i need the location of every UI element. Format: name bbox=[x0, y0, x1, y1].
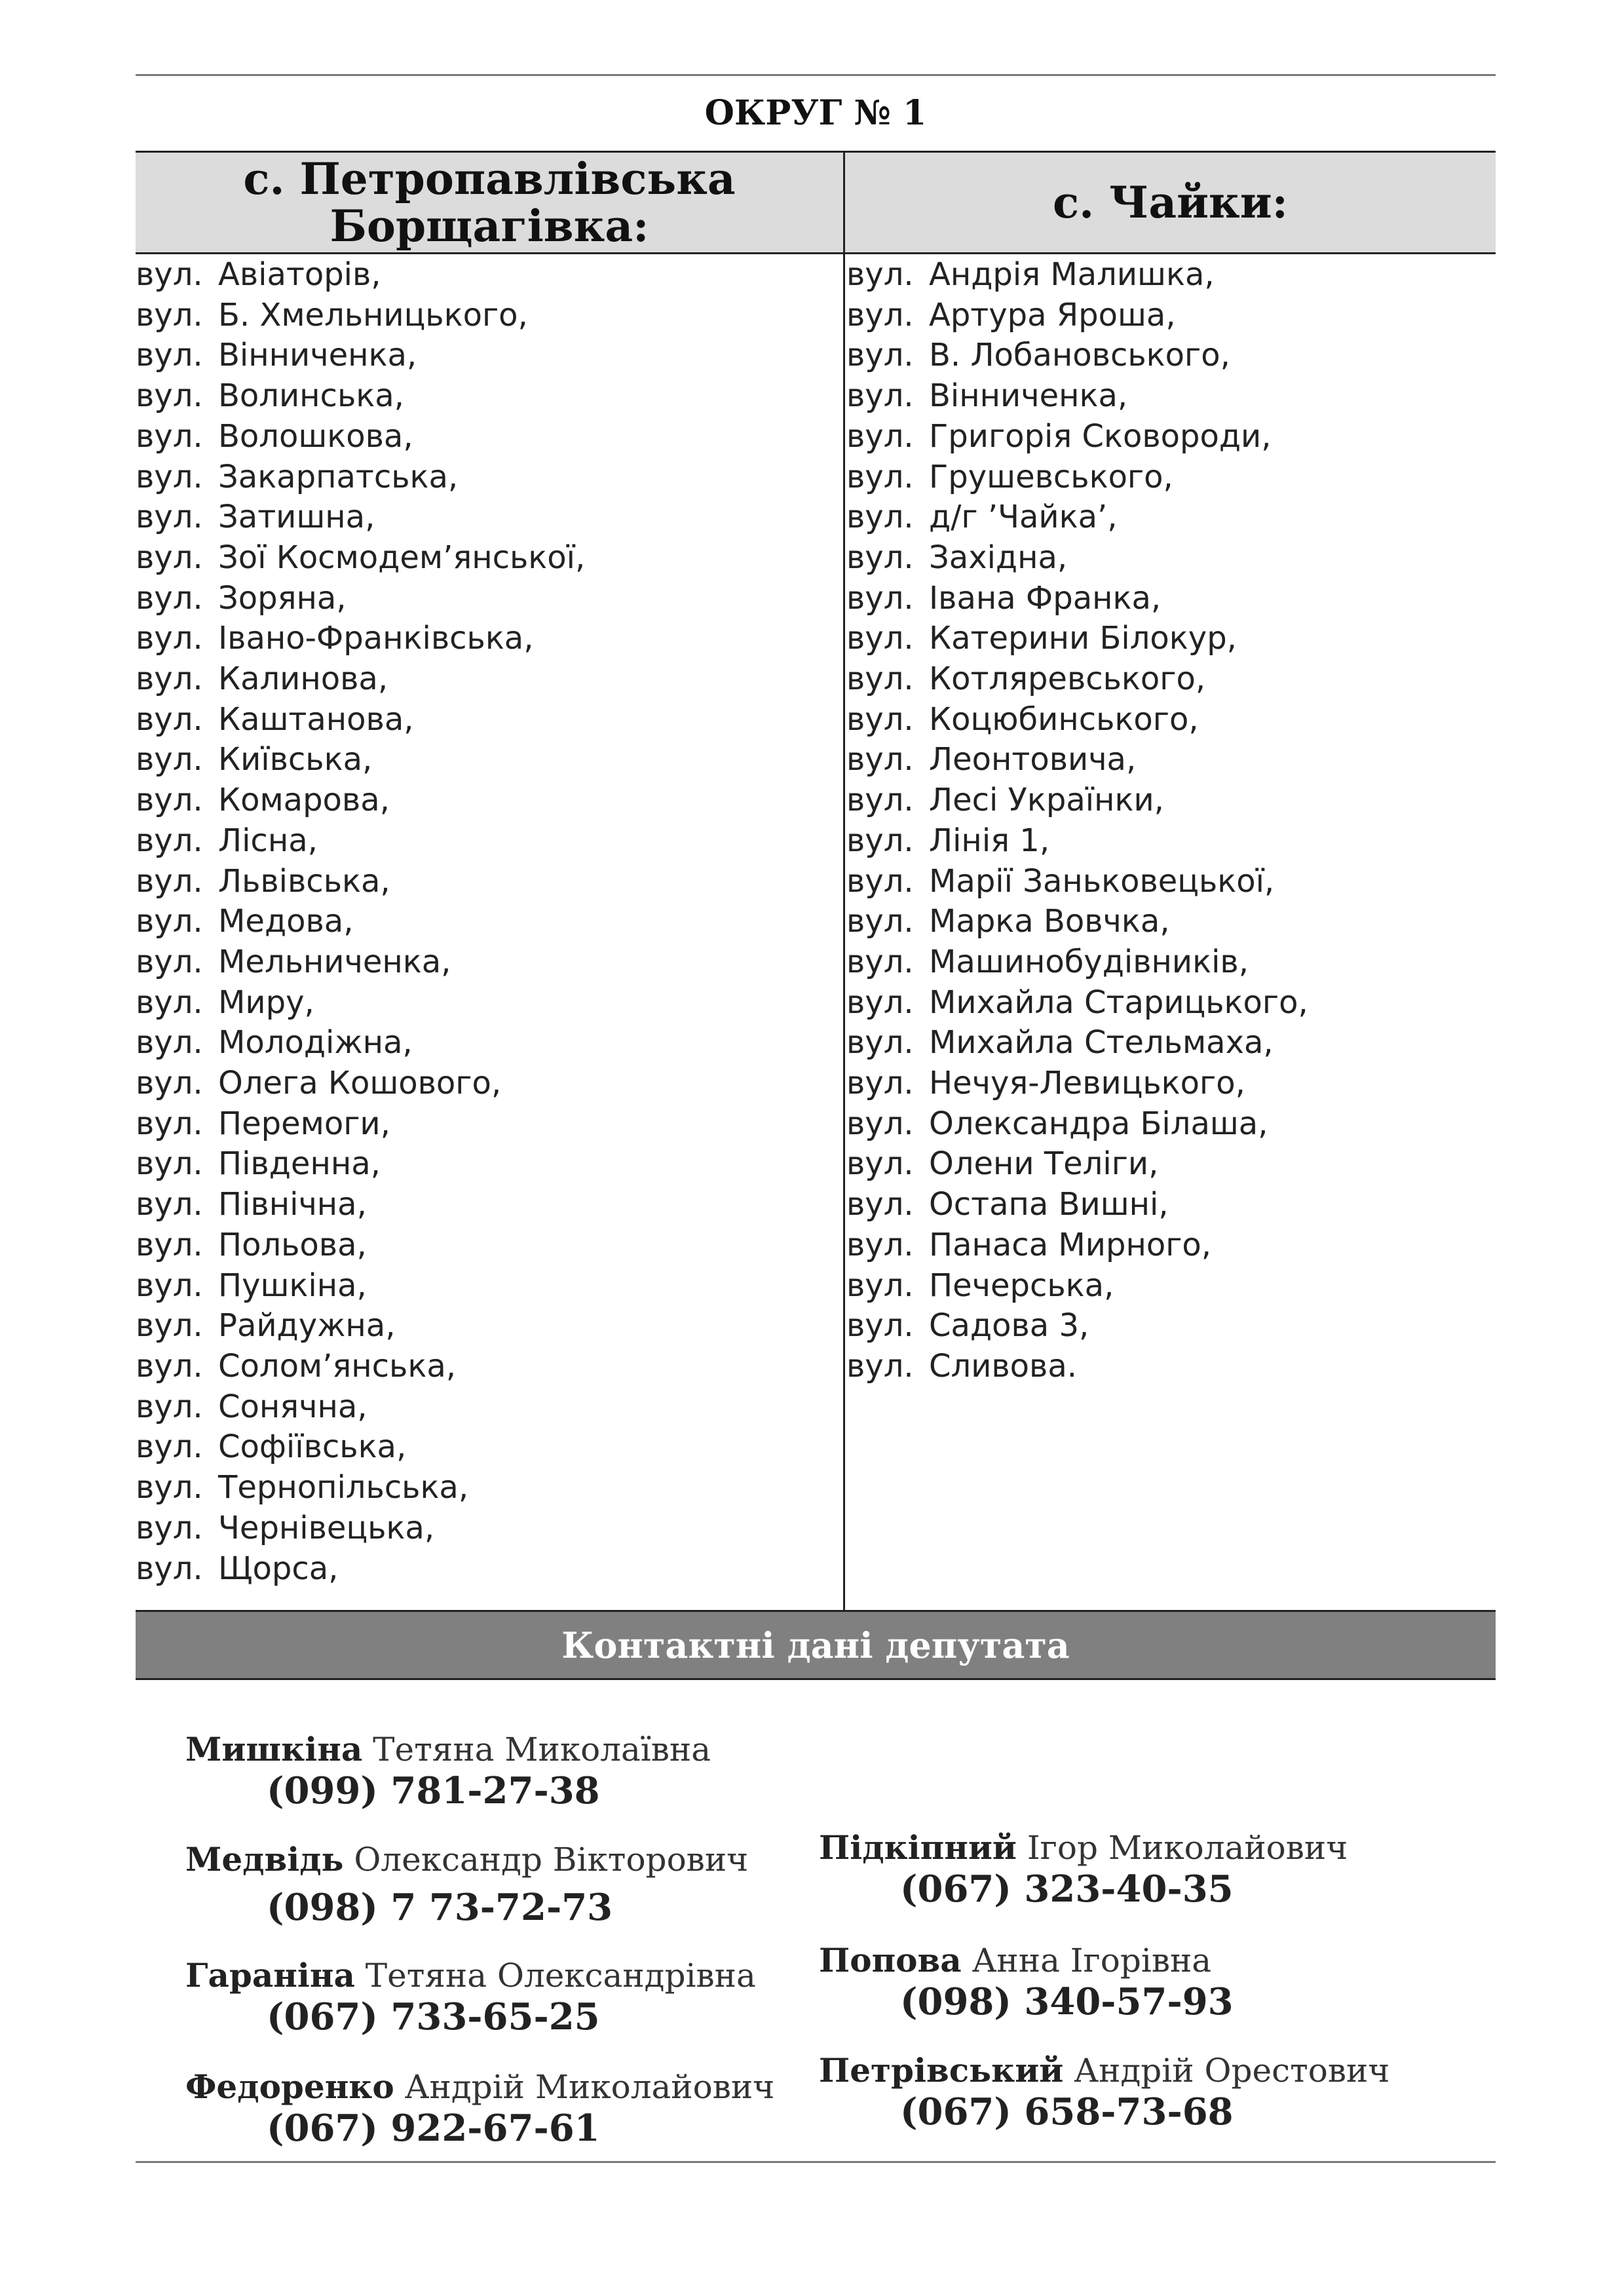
deputy-contact bbox=[185, 2067, 774, 2150]
street-prefix: вул. bbox=[846, 822, 914, 859]
street-prefix: вул. bbox=[136, 660, 203, 698]
street-item bbox=[136, 1508, 585, 1549]
street-prefix: вул. bbox=[846, 984, 914, 1021]
street-prefix: вул. bbox=[136, 458, 203, 495]
street-name: Панаса Мирного, bbox=[929, 1226, 1212, 1263]
street-item bbox=[136, 1225, 585, 1266]
street-item bbox=[846, 1225, 1308, 1266]
deputy-phone: (098) 7 73-72-73 bbox=[267, 1886, 613, 1929]
deputy-name bbox=[819, 1941, 1234, 1980]
street-item bbox=[846, 457, 1308, 498]
street-prefix: вул. bbox=[136, 377, 203, 415]
deputy-surname: Попова bbox=[819, 1941, 962, 1980]
street-name: Вінниченка, bbox=[929, 377, 1128, 415]
street-name: Садова 3, bbox=[929, 1307, 1089, 1345]
street-item bbox=[846, 619, 1308, 659]
street-item bbox=[136, 821, 585, 862]
deputy-name bbox=[819, 1828, 1348, 1867]
deputy-name bbox=[185, 1840, 748, 1879]
street-item bbox=[846, 1023, 1308, 1063]
deputy-surname: Підкіпний bbox=[819, 1828, 1017, 1867]
street-prefix: вул. bbox=[846, 1105, 914, 1142]
street-item bbox=[136, 1306, 585, 1347]
street-name: Авіаторів, bbox=[218, 256, 381, 293]
street-prefix: вул. bbox=[136, 741, 203, 778]
street-name: Молодіжна, bbox=[218, 1024, 413, 1062]
street-item bbox=[136, 1023, 585, 1063]
street-prefix: вул. bbox=[136, 1347, 203, 1385]
street-name: Калинова, bbox=[218, 660, 388, 698]
street-name: д/г ’Чайка’, bbox=[929, 499, 1118, 536]
street-name: Миру, bbox=[218, 984, 314, 1021]
deputy-given-name: Андрій Миколайович bbox=[404, 2068, 775, 2106]
street-item bbox=[846, 942, 1308, 983]
street-prefix: вул. bbox=[136, 417, 203, 455]
street-prefix: вул. bbox=[136, 1469, 203, 1506]
street-name: Зої Космодем’янської, bbox=[218, 539, 586, 576]
top-divider bbox=[136, 74, 1496, 76]
street-prefix: вул. bbox=[846, 782, 914, 819]
street-prefix: вул. bbox=[136, 1186, 203, 1223]
street-name: Волинська, bbox=[218, 377, 404, 415]
street-name: Івано-Франківська, bbox=[218, 620, 534, 657]
street-item bbox=[846, 1144, 1308, 1185]
street-name: Леонтовича, bbox=[929, 741, 1137, 778]
street-item bbox=[136, 538, 585, 579]
street-prefix: вул. bbox=[136, 337, 203, 374]
street-prefix: вул. bbox=[136, 984, 203, 1021]
street-name: Затишна, bbox=[218, 499, 375, 536]
street-prefix: вул. bbox=[136, 943, 203, 980]
street-prefix: вул. bbox=[846, 620, 914, 657]
street-name: Південна, bbox=[218, 1145, 381, 1183]
street-name: В. Лобановського, bbox=[929, 337, 1230, 374]
street-name: Марії Заньковецької, bbox=[929, 862, 1275, 900]
street-item bbox=[846, 700, 1308, 740]
street-item bbox=[136, 1549, 585, 1590]
street-prefix: вул. bbox=[846, 579, 914, 617]
street-prefix: вул. bbox=[136, 1509, 203, 1546]
street-item bbox=[846, 983, 1308, 1024]
street-prefix: вул. bbox=[136, 256, 203, 293]
street-name: Львівська, bbox=[218, 862, 390, 900]
deputy-given-name: Анна Ігорівна bbox=[972, 1942, 1212, 1980]
street-prefix: вул. bbox=[136, 700, 203, 738]
street-name: Печерська, bbox=[929, 1267, 1114, 1304]
street-item bbox=[136, 335, 585, 376]
deputy-surname: Мишкіна bbox=[185, 1730, 363, 1769]
street-item bbox=[846, 1063, 1308, 1104]
deputy-contact bbox=[185, 1730, 711, 1812]
street-prefix: вул. bbox=[846, 862, 914, 900]
street-prefix: вул. bbox=[136, 620, 203, 657]
street-item bbox=[136, 1468, 585, 1508]
street-item bbox=[136, 700, 585, 740]
street-prefix: вул. bbox=[136, 822, 203, 859]
street-name: Михайла Стельмаха, bbox=[929, 1024, 1274, 1062]
street-item bbox=[136, 1266, 585, 1307]
deputy-phone: (067) 323-40-35 bbox=[900, 1867, 1234, 1911]
street-item bbox=[846, 862, 1308, 902]
street-prefix: вул. bbox=[136, 539, 203, 576]
street-item bbox=[136, 1347, 585, 1387]
street-name: Чернівецька, bbox=[218, 1509, 435, 1546]
street-prefix: вул. bbox=[846, 660, 914, 698]
street-item bbox=[846, 902, 1308, 942]
street-item bbox=[846, 335, 1308, 376]
street-prefix: вул. bbox=[846, 256, 914, 293]
street-prefix: вул. bbox=[846, 337, 914, 374]
street-name: Тернопільська, bbox=[218, 1469, 469, 1506]
street-name: Перемоги, bbox=[218, 1105, 390, 1142]
street-prefix: вул. bbox=[846, 377, 914, 415]
street-item bbox=[846, 1185, 1308, 1225]
street-prefix: вул. bbox=[136, 1428, 203, 1466]
street-item bbox=[136, 1063, 585, 1104]
street-prefix: вул. bbox=[846, 943, 914, 980]
street-name: Катерини Білокур, bbox=[929, 620, 1237, 657]
deputy-contact bbox=[819, 1941, 1234, 2023]
street-prefix: вул. bbox=[136, 499, 203, 536]
right-column-heading: с. Чайки: bbox=[1052, 177, 1289, 228]
street-name: Волошкова, bbox=[218, 417, 413, 455]
street-prefix: вул. bbox=[846, 700, 914, 738]
street-name: Каштанова, bbox=[218, 700, 414, 738]
street-name: Марка Вовчка, bbox=[929, 903, 1170, 940]
street-name: Олександра Білаша, bbox=[929, 1105, 1268, 1142]
deputy-name bbox=[185, 2067, 774, 2107]
street-prefix: вул. bbox=[846, 417, 914, 455]
street-item bbox=[846, 780, 1308, 821]
deputy-name bbox=[185, 1730, 711, 1769]
street-name: Райдужна, bbox=[218, 1307, 396, 1345]
street-prefix: вул. bbox=[136, 1065, 203, 1102]
street-item bbox=[136, 1387, 585, 1428]
street-name: Сливова. bbox=[929, 1347, 1078, 1385]
deputy-given-name: Ігор Миколайович bbox=[1027, 1829, 1348, 1867]
contacts-heading: Контактні дані депутата bbox=[136, 1612, 1496, 1680]
street-prefix: вул. bbox=[846, 458, 914, 495]
street-name: Нечуя-Левицького, bbox=[929, 1065, 1245, 1102]
street-prefix: вул. bbox=[136, 903, 203, 940]
street-prefix: вул. bbox=[136, 1267, 203, 1304]
column-divider bbox=[843, 153, 845, 1610]
street-prefix: вул. bbox=[846, 1024, 914, 1062]
street-item bbox=[846, 417, 1308, 457]
deputy-given-name: Тетяна Олександрівна bbox=[365, 1957, 756, 1995]
deputy-given-name: Олександр Вікторович bbox=[354, 1841, 749, 1879]
street-prefix: вул. bbox=[846, 499, 914, 536]
street-prefix: вул. bbox=[846, 1145, 914, 1183]
street-item bbox=[846, 1104, 1308, 1145]
street-name: Вінниченка, bbox=[218, 337, 417, 374]
street-item bbox=[136, 255, 585, 296]
street-item bbox=[136, 296, 585, 336]
street-name: Б. Хмельницького, bbox=[218, 296, 528, 334]
street-prefix: вул. bbox=[136, 1550, 203, 1587]
street-name: Північна, bbox=[218, 1186, 367, 1223]
street-prefix: вул. bbox=[846, 1226, 914, 1263]
deputy-surname: Федоренко bbox=[185, 2067, 394, 2106]
deputy-contact bbox=[185, 1956, 756, 2038]
street-item bbox=[846, 376, 1308, 417]
street-item bbox=[846, 740, 1308, 780]
street-name: Михайла Старицького, bbox=[929, 984, 1308, 1021]
streets-table bbox=[136, 151, 1496, 1612]
street-item bbox=[846, 296, 1308, 336]
deputy-phone: (098) 340-57-93 bbox=[900, 1980, 1234, 2023]
street-name: Коцюбинського, bbox=[929, 700, 1199, 738]
street-name: Грушевського, bbox=[929, 458, 1173, 495]
street-name: Котляревського, bbox=[929, 660, 1206, 698]
street-item bbox=[846, 821, 1308, 862]
street-item bbox=[136, 862, 585, 902]
street-name: Андрія Малишка, bbox=[929, 256, 1215, 293]
street-name: Західна, bbox=[929, 539, 1068, 576]
deputy-given-name: Андрій Орестович bbox=[1074, 2052, 1390, 2090]
street-prefix: вул. bbox=[846, 741, 914, 778]
deputy-phone: (067) 733-65-25 bbox=[267, 1995, 600, 2038]
bottom-divider bbox=[136, 2161, 1496, 2163]
street-name: Олени Теліги, bbox=[929, 1145, 1159, 1183]
street-item bbox=[136, 983, 585, 1024]
deputy-name bbox=[819, 2051, 1389, 2090]
street-prefix: вул. bbox=[136, 1105, 203, 1142]
street-name: Лісна, bbox=[218, 822, 318, 859]
deputy-surname: Петрівський bbox=[819, 2051, 1064, 2090]
street-name: Григорія Сковороди, bbox=[929, 417, 1272, 455]
street-item bbox=[136, 497, 585, 538]
deputy-phone: (067) 658-73-68 bbox=[900, 2090, 1234, 2133]
street-item bbox=[846, 1306, 1308, 1347]
deputy-given-name: Тетяна Миколаївна bbox=[373, 1731, 711, 1769]
deputy-surname: Медвідь bbox=[185, 1840, 344, 1879]
street-item bbox=[846, 497, 1308, 538]
deputy-contact bbox=[819, 2051, 1389, 2133]
street-item bbox=[846, 659, 1308, 700]
street-name: Івана Франка, bbox=[929, 579, 1161, 617]
deputy-name bbox=[185, 1956, 756, 1995]
right-street-list bbox=[846, 255, 1308, 1387]
street-prefix: вул. bbox=[846, 1267, 914, 1304]
street-prefix: вул. bbox=[136, 782, 203, 819]
street-name: Щорса, bbox=[218, 1550, 339, 1587]
street-prefix: вул. bbox=[136, 1388, 203, 1425]
deputy-surname: Гараніна bbox=[185, 1956, 355, 1995]
street-prefix: вул. bbox=[136, 1024, 203, 1062]
street-item bbox=[846, 538, 1308, 579]
street-item bbox=[136, 579, 585, 619]
street-prefix: вул. bbox=[846, 1347, 914, 1385]
street-item bbox=[136, 1104, 585, 1145]
left-street-list bbox=[136, 255, 585, 1589]
street-item bbox=[136, 1144, 585, 1185]
street-item bbox=[136, 780, 585, 821]
left-column-heading: с. Петропавлівська Борщагівка: bbox=[243, 153, 736, 252]
street-name: Польова, bbox=[218, 1226, 367, 1263]
street-item bbox=[136, 1185, 585, 1225]
street-name: Лесі Українки, bbox=[929, 782, 1164, 819]
street-prefix: вул. bbox=[846, 296, 914, 334]
street-item bbox=[846, 1347, 1308, 1387]
deputy-contact bbox=[185, 1840, 748, 1929]
street-name: Мельниченка, bbox=[218, 943, 451, 980]
street-item bbox=[846, 255, 1308, 296]
street-name: Артура Яроша, bbox=[929, 296, 1176, 334]
street-prefix: вул. bbox=[846, 1065, 914, 1102]
street-name: Закарпатська, bbox=[218, 458, 459, 495]
street-item bbox=[136, 659, 585, 700]
street-name: Медова, bbox=[218, 903, 354, 940]
street-name: Машинобудівників, bbox=[929, 943, 1249, 980]
street-name: Зоряна, bbox=[218, 579, 347, 617]
street-name: Київська, bbox=[218, 741, 373, 778]
street-name: Сонячна, bbox=[218, 1388, 368, 1425]
street-prefix: вул. bbox=[136, 1307, 203, 1345]
street-name: Олега Кошового, bbox=[218, 1065, 502, 1102]
street-item bbox=[136, 942, 585, 983]
street-prefix: вул. bbox=[136, 1226, 203, 1263]
street-item bbox=[136, 417, 585, 457]
street-prefix: вул. bbox=[846, 903, 914, 940]
street-name: Софіївська, bbox=[218, 1428, 407, 1466]
district-title: ОКРУГ № 1 bbox=[704, 93, 927, 133]
street-name: Пушкіна, bbox=[218, 1267, 367, 1304]
street-item bbox=[136, 457, 585, 498]
street-item bbox=[136, 619, 585, 659]
deputy-contact bbox=[819, 1828, 1348, 1911]
street-prefix: вул. bbox=[846, 1307, 914, 1345]
street-name: Комарова, bbox=[218, 782, 390, 819]
street-item bbox=[846, 579, 1308, 619]
deputy-phone: (067) 922-67-61 bbox=[267, 2107, 600, 2150]
street-prefix: вул. bbox=[846, 1186, 914, 1223]
deputy-phone: (099) 781-27-38 bbox=[267, 1769, 600, 1812]
street-name: Остапа Вишні, bbox=[929, 1186, 1169, 1223]
street-name: Лінія 1, bbox=[929, 822, 1050, 859]
street-prefix: вул. bbox=[846, 539, 914, 576]
street-prefix: вул. bbox=[136, 1145, 203, 1183]
street-item bbox=[136, 740, 585, 780]
street-item bbox=[136, 376, 585, 417]
street-name: Солом’янська, bbox=[218, 1347, 456, 1385]
street-prefix: вул. bbox=[136, 579, 203, 617]
street-prefix: вул. bbox=[136, 296, 203, 334]
street-item bbox=[136, 1427, 585, 1468]
street-item bbox=[846, 1266, 1308, 1307]
street-item bbox=[136, 902, 585, 942]
street-prefix: вул. bbox=[136, 862, 203, 900]
